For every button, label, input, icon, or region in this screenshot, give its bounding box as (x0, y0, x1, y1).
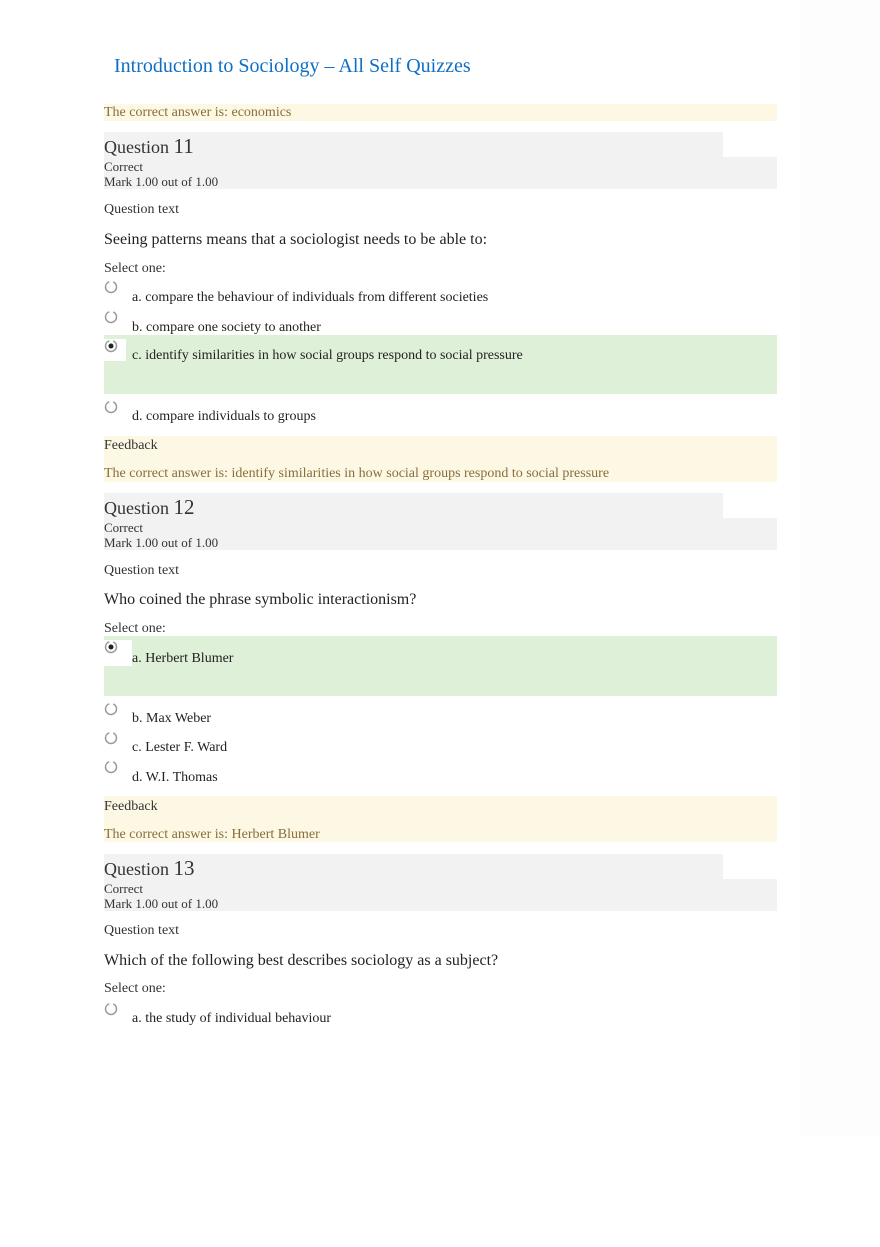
question-number: Question 13 (104, 856, 195, 880)
select-one-prompt: Select one: (104, 621, 166, 636)
question-grade: Mark 1.00 out of 1.00 (104, 535, 219, 550)
answer-option-label: a. Herbert Blumer (132, 651, 234, 666)
select-one-prompt: Select one: (104, 261, 166, 276)
feedback-panel (104, 436, 777, 482)
previous-feedback (104, 104, 777, 121)
answer-option-label: b. compare one society to another (132, 320, 321, 335)
feedback-text: The correct answer is: identify similarities in how social groups respond to social pressure (104, 466, 610, 481)
document-title: Introduction to Sociology – All Self Quizzes (114, 55, 471, 77)
radio-unselected-icon[interactable] (104, 280, 118, 294)
answer-option-label: a. compare the behaviour of individuals from different societies (132, 290, 489, 305)
question-header (104, 854, 777, 911)
radio-selected-icon[interactable] (104, 339, 126, 361)
question-number: Question 12 (104, 495, 195, 519)
answer-option-correct[interactable] (104, 636, 777, 696)
answer-option[interactable] (104, 280, 777, 308)
question-grade: Mark 1.00 out of 1.00 (104, 174, 219, 189)
radio-unselected-icon[interactable] (104, 1002, 118, 1016)
question-text: Who coined the phrase symbolic interactionism? (104, 591, 417, 608)
feedback-panel (104, 796, 777, 842)
radio-unselected-icon[interactable] (104, 702, 118, 716)
answer-option-label: d. W.I. Thomas (132, 770, 218, 785)
radio-unselected-icon[interactable] (104, 731, 118, 745)
answer-option[interactable] (104, 702, 777, 730)
answer-option-label: c. Lester F. Ward (132, 740, 228, 755)
answer-option-correct[interactable] (104, 335, 777, 394)
answer-option[interactable] (104, 1002, 777, 1030)
question-state: Correct (104, 159, 143, 174)
question-state: Correct (104, 520, 143, 535)
radio-unselected-icon[interactable] (104, 760, 118, 774)
question-text-label: Question text (104, 563, 180, 578)
feedback-label: Feedback (104, 438, 158, 453)
page-margin-panel (800, 0, 880, 1137)
question-header (104, 132, 777, 189)
question-text: Which of the following best describes sociology as a subject? (104, 952, 499, 969)
question-state: Correct (104, 881, 143, 896)
select-one-prompt: Select one: (104, 981, 166, 996)
answer-option[interactable] (104, 731, 777, 759)
radio-selected-icon[interactable] (104, 640, 132, 666)
question-number: Question 11 (104, 134, 194, 158)
answer-option[interactable] (104, 400, 777, 428)
answer-option[interactable] (104, 310, 777, 336)
feedback-label: Feedback (104, 799, 158, 814)
answer-option[interactable] (104, 760, 777, 788)
answer-option-label: a. the study of individual behaviour (132, 1011, 332, 1026)
question-grade: Mark 1.00 out of 1.00 (104, 896, 219, 911)
radio-unselected-icon[interactable] (104, 310, 118, 324)
answer-option-label: c. identify similarities in how social groups respond to social pressure (132, 348, 523, 363)
question-header (104, 493, 777, 550)
radio-unselected-icon[interactable] (104, 400, 118, 414)
feedback-text: The correct answer is: Herbert Blumer (104, 827, 320, 842)
question-text-label: Question text (104, 923, 180, 938)
previous-feedback-answer: The correct answer is: economics (104, 105, 292, 120)
answer-option-label: b. Max Weber (132, 711, 212, 726)
question-text-label: Question text (104, 202, 180, 217)
answer-option-label: d. compare individuals to groups (132, 409, 316, 424)
question-text: Seeing patterns means that a sociologist needs to be able to: (104, 231, 488, 248)
